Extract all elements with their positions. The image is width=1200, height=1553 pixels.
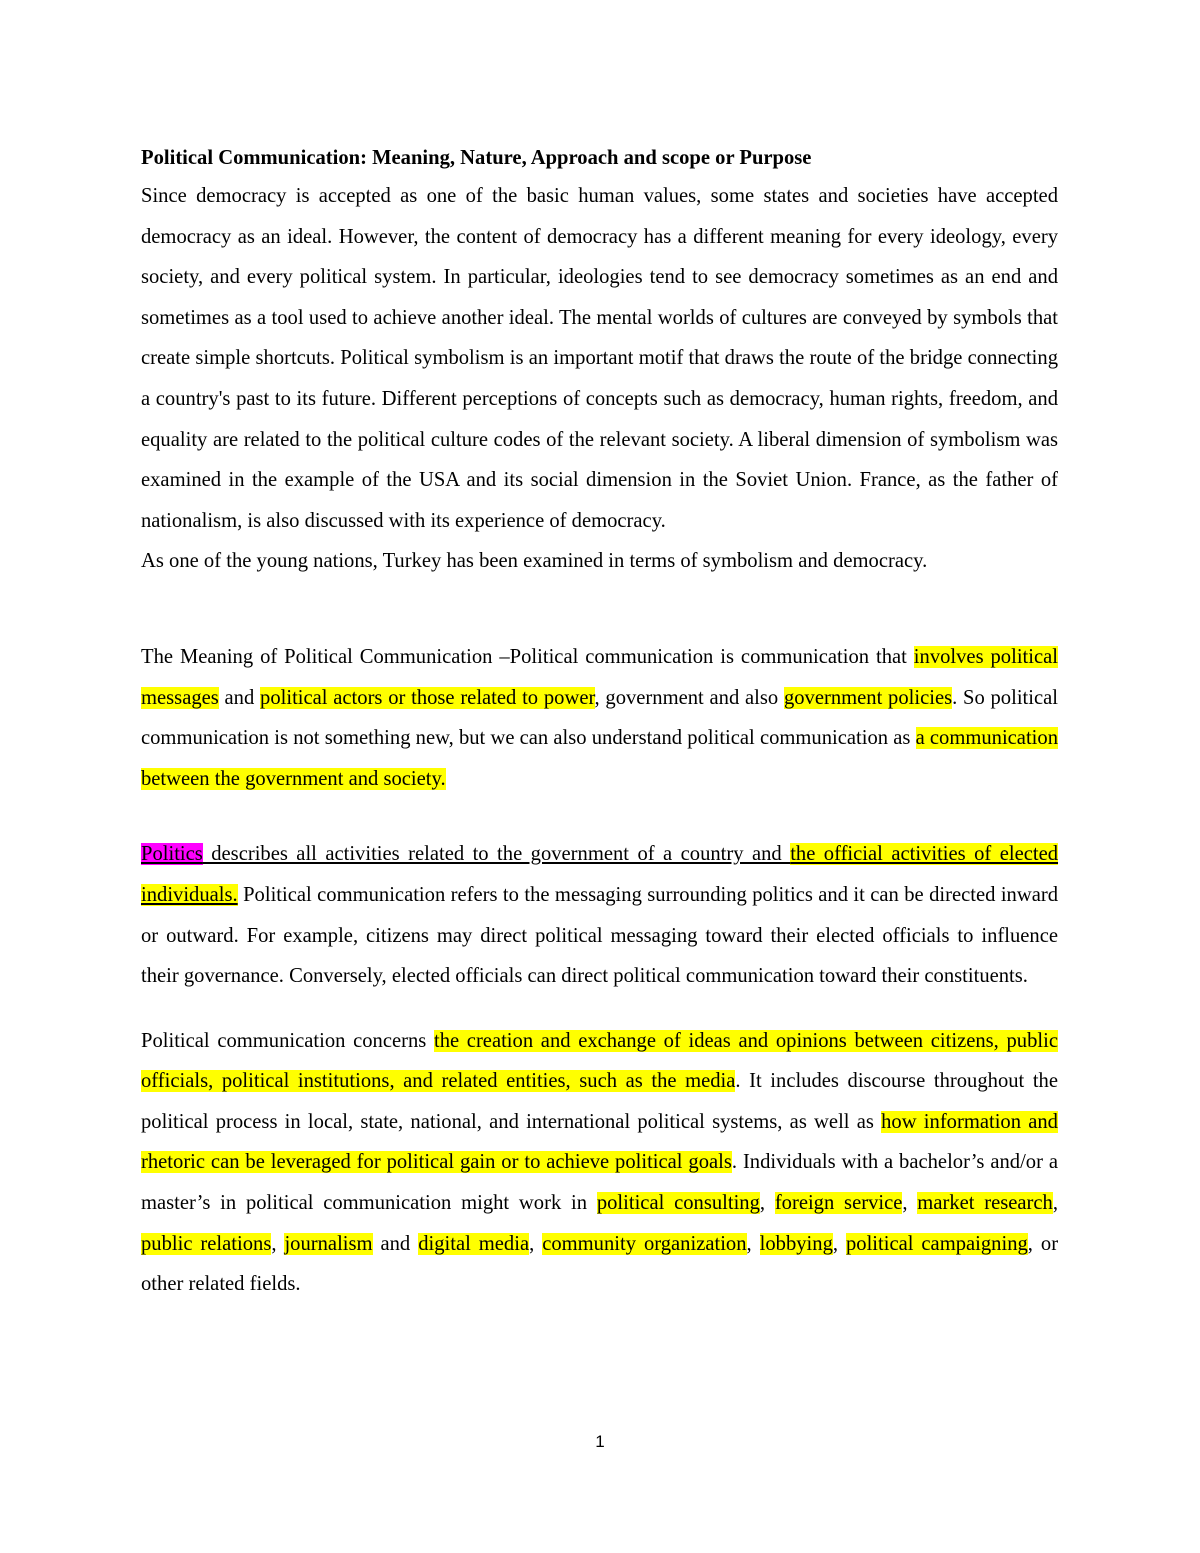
meaning-text-2: and xyxy=(218,686,261,709)
intro-last-line: As one of the young nations, Turkey has been examined in terms of symbolism and democracy. xyxy=(141,550,928,573)
politics-text: Political communication refers to the messaging surrounding politics and it can be directed inward or outward. For example, citizens may direct political messaging toward their elected officials to influence their governance. Conversely, elected officials can direct political communication toward their constituents. xyxy=(141,883,1058,988)
highlight-creation-exchange: the creation and exchange of ideas and opinions between citizens, public officials, political institutions, and related entities, such as the media xyxy=(141,1029,1058,1093)
highlight-politics-term: Politics xyxy=(141,843,203,866)
intro-text: Since democracy is accepted as one of the basic human values, some states and societies have accepted democracy as an ideal. However, the content of democracy has a different meaning for every ideology, every society, and every political system. In particular, ideologies tend to see democracy sometimes as an end and sometimes as a tool used to achieve another ideal. The mental worlds of cultures are conveyed by symbols that create simple shortcuts. Political symbolism is an important motif that draws the route of the bridge connecting a country's past to its future. Different perceptions of concepts such as democracy, human rights, freedom, and equality are related to the political culture codes of the relevant society. A liberal dimension of symbolism was examined in the example of the USA and its social dimension in the Soviet Union. France, as the father of nationalism, is also discussed with its experience of democracy. xyxy=(141,185,1058,532)
highlight-information-rhetoric: how information and rhetoric can be leveraged for political gain or to achieve political goals xyxy=(141,1110,1058,1174)
politics-definition: describes all activities related to the government of a country and xyxy=(202,843,791,866)
concerns-text-4: , or other related fields. xyxy=(141,1232,1059,1296)
concerns-text-3: . Individuals with a bachelor’s and/or a master’s in political communication might work in xyxy=(141,1151,1058,1215)
page-number: 1 xyxy=(595,1432,605,1451)
separator: , xyxy=(1052,1192,1058,1215)
meaning-text-4: . So political communication is not something new, but we can also understand political communication as xyxy=(141,686,1058,750)
separator: , xyxy=(902,1192,918,1215)
politics-paragraph xyxy=(141,834,1058,996)
highlight-political-actors: political actors or those related to power xyxy=(260,686,595,709)
highlight-field-public-relations: public relations xyxy=(141,1232,272,1255)
meaning-paragraph xyxy=(141,637,1058,799)
meaning-text-3: , government and also xyxy=(594,686,784,709)
highlight-field-digital-media: digital media xyxy=(418,1232,530,1255)
highlight-field-lobbying: lobbying xyxy=(759,1232,833,1255)
separator: and xyxy=(372,1232,419,1255)
highlight-field-political-campaigning: political campaigning xyxy=(845,1232,1028,1255)
highlight-field-foreign-service: foreign service xyxy=(774,1192,903,1215)
concerns-paragraph xyxy=(141,1021,1058,1305)
concerns-text-1: Political communication concerns xyxy=(141,1029,434,1052)
separator: , xyxy=(759,1192,775,1215)
highlight-field-journalism: journalism xyxy=(284,1232,373,1255)
highlight-government-policies: government policies xyxy=(783,686,953,709)
highlight-field-consulting: political consulting xyxy=(596,1192,760,1215)
highlight-field-community-organization: community organization xyxy=(542,1232,747,1255)
separator: , xyxy=(271,1232,285,1255)
highlight-elected-individuals: the official activities of elected individuals. xyxy=(141,843,1059,906)
separator: , xyxy=(832,1232,846,1255)
intro-paragraph xyxy=(141,176,1058,582)
paragraph-spacer xyxy=(141,582,1058,637)
paragraph-spacer xyxy=(141,997,1058,1021)
separator: , xyxy=(746,1232,760,1255)
document-title: Political Communication: Meaning, Nature, Approach and scope or Purpose xyxy=(141,147,812,169)
document-body xyxy=(141,140,1058,1305)
highlight-field-market-research: market research xyxy=(917,1192,1053,1215)
highlight-political-messages: involves political messages xyxy=(141,645,1058,709)
highlight-government-society: a communication between the government and society. xyxy=(141,727,1058,790)
concerns-text-2: . It includes discourse throughout the political process in local, state, national, and international political systems, as well as xyxy=(141,1070,1058,1133)
meaning-text-1: The Meaning of Political Communication –Political communication is communication that xyxy=(141,645,914,668)
paragraph-spacer xyxy=(141,799,1058,834)
separator: , xyxy=(529,1232,543,1255)
